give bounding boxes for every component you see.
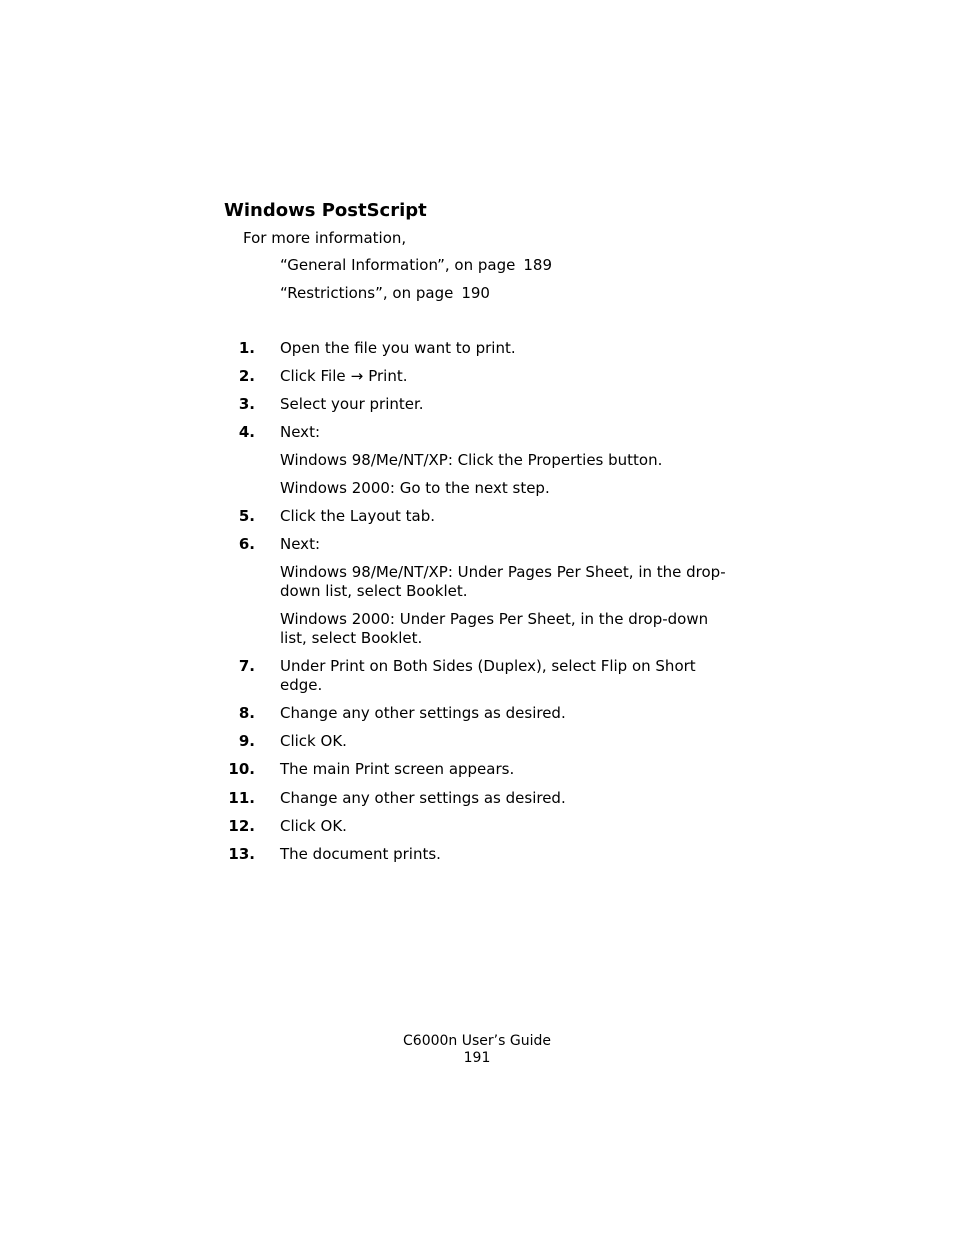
- step-4: [224, 423, 744, 442]
- step-6-sub-2: Windows 2000: Under Pages Per Sheet, in the drop-down list, select Booklet.: [280, 610, 709, 647]
- step-4-sub-2: Windows 2000: Go to the next step.: [280, 479, 550, 497]
- step-number: 11.: [228, 789, 255, 807]
- step-13: [224, 845, 744, 864]
- step-text: Under Print on Both Sides (Duplex), select Flip on Short edge.: [280, 657, 696, 694]
- step-7: [224, 657, 744, 695]
- step-number: 8.: [238, 704, 255, 722]
- step-2: [224, 367, 744, 386]
- section-heading: Windows PostScript: [224, 200, 427, 221]
- step-4-sub-1: Windows 98/Me/NT/XP: Click the Properties button.: [280, 451, 663, 469]
- step-number: 3.: [238, 395, 255, 413]
- footer-page-number: 191: [463, 1050, 491, 1066]
- step-number: 13.: [228, 845, 255, 863]
- step-text: Click the Layout tab.: [280, 507, 436, 525]
- step-text: Click OK.: [280, 817, 347, 835]
- step-text: Next:: [280, 535, 320, 553]
- step-12: [224, 817, 744, 836]
- cross-reference-label: “General Information”, on page: [280, 256, 516, 274]
- page-footer: [0, 1033, 954, 1067]
- step-number: 10.: [228, 760, 255, 778]
- cross-reference-restrictions[interactable]: [280, 284, 490, 303]
- step-6: [224, 535, 744, 554]
- step-text: [280, 367, 730, 386]
- step-9: [224, 732, 744, 751]
- footer-guide-title: C6000n User’s Guide: [403, 1033, 551, 1049]
- step-text: Click OK.: [280, 732, 347, 750]
- step-number: 4.: [238, 423, 255, 441]
- step-number: 1.: [238, 339, 255, 357]
- step-number: 7.: [238, 657, 255, 675]
- step-6-sub-1: Windows 98/Me/NT/XP: Under Pages Per Sheet, in the drop-down list, select Booklet.: [280, 563, 726, 600]
- cross-reference-page: 190: [461, 284, 490, 302]
- step-text: The main Print screen appears.: [280, 760, 515, 778]
- step-5: [224, 507, 744, 526]
- step-number: 6.: [238, 535, 255, 553]
- step-10: [224, 760, 744, 779]
- cross-reference-general-information[interactable]: [280, 256, 552, 275]
- step-text: Open the file you want to print.: [280, 339, 516, 357]
- step-1: [224, 339, 744, 358]
- step-number: 2.: [238, 367, 255, 385]
- step-number: 9.: [238, 732, 255, 750]
- intro-text: For more information,: [243, 229, 407, 247]
- step-number: 5.: [238, 507, 255, 525]
- step-3: [224, 395, 744, 414]
- step-8: [224, 704, 744, 723]
- step-text: Change any other settings as desired.: [280, 704, 566, 722]
- steps-list: [224, 339, 744, 864]
- cross-reference-label: “Restrictions”, on page: [280, 284, 454, 302]
- step-text: Change any other settings as desired.: [280, 789, 566, 807]
- cross-reference-page: 189: [523, 256, 552, 274]
- step-text-part: Click File: [280, 367, 346, 385]
- step-number: 12.: [228, 817, 255, 835]
- step-text: Next:: [280, 423, 320, 441]
- step-text: The document prints.: [280, 845, 441, 863]
- step-text-part: Print.: [368, 367, 408, 385]
- arrow-right-icon: →: [350, 367, 364, 385]
- step-11: [224, 789, 744, 808]
- step-text: Select your printer.: [280, 395, 424, 413]
